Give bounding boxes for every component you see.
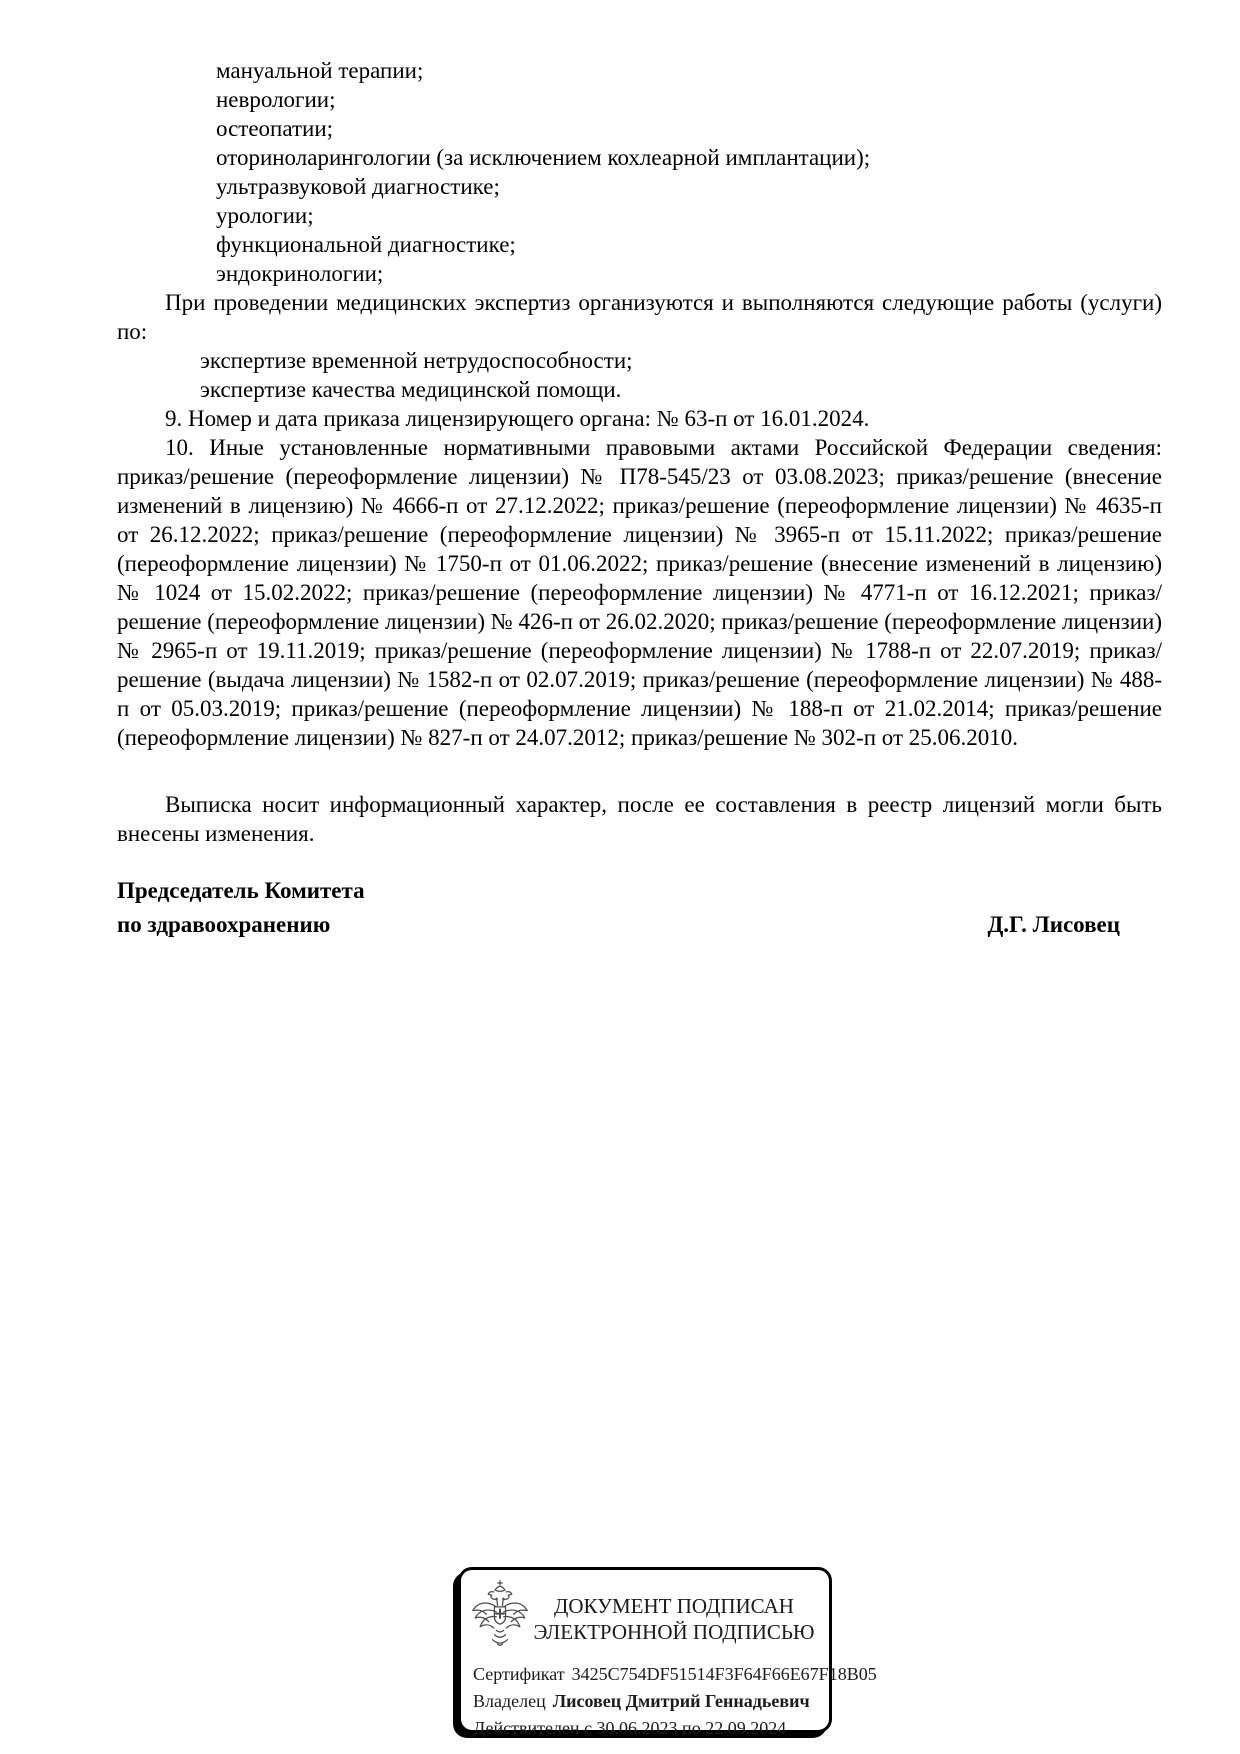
- signer-name: Д.Г. Лисовец: [987, 912, 1120, 937]
- expertise-intro: При проведении медицинских экспертиз организуются и выполняются следующие работы (услуги) по:: [117, 290, 1162, 344]
- signer-position: [117, 874, 365, 942]
- expertise-list: [117, 346, 1162, 404]
- specialty-item: ультразвуковой диагностике;: [216, 174, 500, 199]
- validity-line: Действителен с 30.06.2023 по 22.09.2024: [473, 1718, 787, 1738]
- specialty-item: остеопатии;: [216, 116, 334, 141]
- specialty-item: функциональной диагностике;: [216, 232, 516, 257]
- item-10-other-information: 10. Иные установленные нормативными правовыми актами Российской Федерации сведения: приказ/решение (переоформление лицензии) № П78-545/23 от 03.08.2023; приказ/решение (внесение изменений в лицензию) № 4666-п от 27.12.2022; приказ/решение (переоформление лицензии) № 4635-п от 26.12.2022; приказ/решение (переоформление лицензии) № 3965-п от 15.11.2022; приказ/решение (переоформление лицензии) № 1750-п от 01.06.2022; приказ/решение (внесение изменений в лицензию) № 1024 от 15.02.2022; приказ/решение (переоформление лицензии) № 4771-п от 16.12.2021; приказ/решение (переоформление лицензии) № 426-п от 26.02.2020; приказ/решение (переоформление лицензии) № 2965-п от 19.11.2019; приказ/решение (переоформление лицензии) № 1788-п от 22.07.2019; приказ/решение (выдача лицензии) № 1582-п от 02.07.2019; приказ/решение (переоформление лицензии) № 488-п от 05.03.2019; приказ/решение (переоформление лицензии) № 188-п от 21.02.2014; приказ/решение (переоформление лицензии) № 827-п от 24.07.2012; приказ/решение № 302-п от 25.06.2010.: [117, 435, 1162, 750]
- owner-name: Лисовец Дмитрий Геннадьевич: [552, 1691, 810, 1711]
- informational-disclaimer: Выписка носит информационный характер, после ее составления в реестр лицензий могли быть внесены изменения.: [117, 792, 1162, 846]
- signer-position-line-1: Председатель Комитета: [117, 878, 365, 903]
- digital-signature-stamp: [458, 1567, 877, 1738]
- specialty-item: эндокринологии;: [216, 261, 384, 286]
- specialty-item: урологии;: [216, 203, 314, 228]
- stamp-title-line-2: ЭЛЕКТРОННОЙ ПОДПИСЬЮ: [533, 1620, 815, 1644]
- signature-block: [117, 874, 1162, 942]
- owner-line: [473, 1688, 819, 1715]
- expertise-item: экспертизе временной нетрудоспособности;: [200, 348, 633, 373]
- expertise-item: экспертизе качества медицинской помощи.: [200, 377, 622, 402]
- specialty-item: неврологии;: [216, 87, 336, 112]
- specialty-item: мануальной терапии;: [216, 58, 424, 83]
- owner-label: Владелец: [473, 1691, 546, 1711]
- certificate-label: Сертификат: [473, 1664, 565, 1684]
- item-9-licensing-order: 9. Номер и дата приказа лицензирующего органа: № 63-п от 16.01.2024.: [165, 406, 870, 431]
- stamp-title-line-1: ДОКУМЕНТ ПОДПИСАН: [554, 1594, 794, 1618]
- specialties-list: [117, 56, 1162, 288]
- stamp-header: [461, 1570, 829, 1660]
- specialty-item: оториноларингологии (за исключением кохлеарной имплантации);: [216, 145, 871, 170]
- signer-position-line-2: по здравоохранению: [117, 912, 331, 937]
- coat-of-arms-icon: [469, 1576, 531, 1660]
- certificate-number: 3425C754DF51514F3F64F66E67F18B05: [571, 1664, 877, 1684]
- document-body: [117, 56, 1162, 942]
- stamp-details: [461, 1660, 877, 1742]
- stamp-title: [531, 1591, 817, 1645]
- certificate-line: [473, 1661, 877, 1688]
